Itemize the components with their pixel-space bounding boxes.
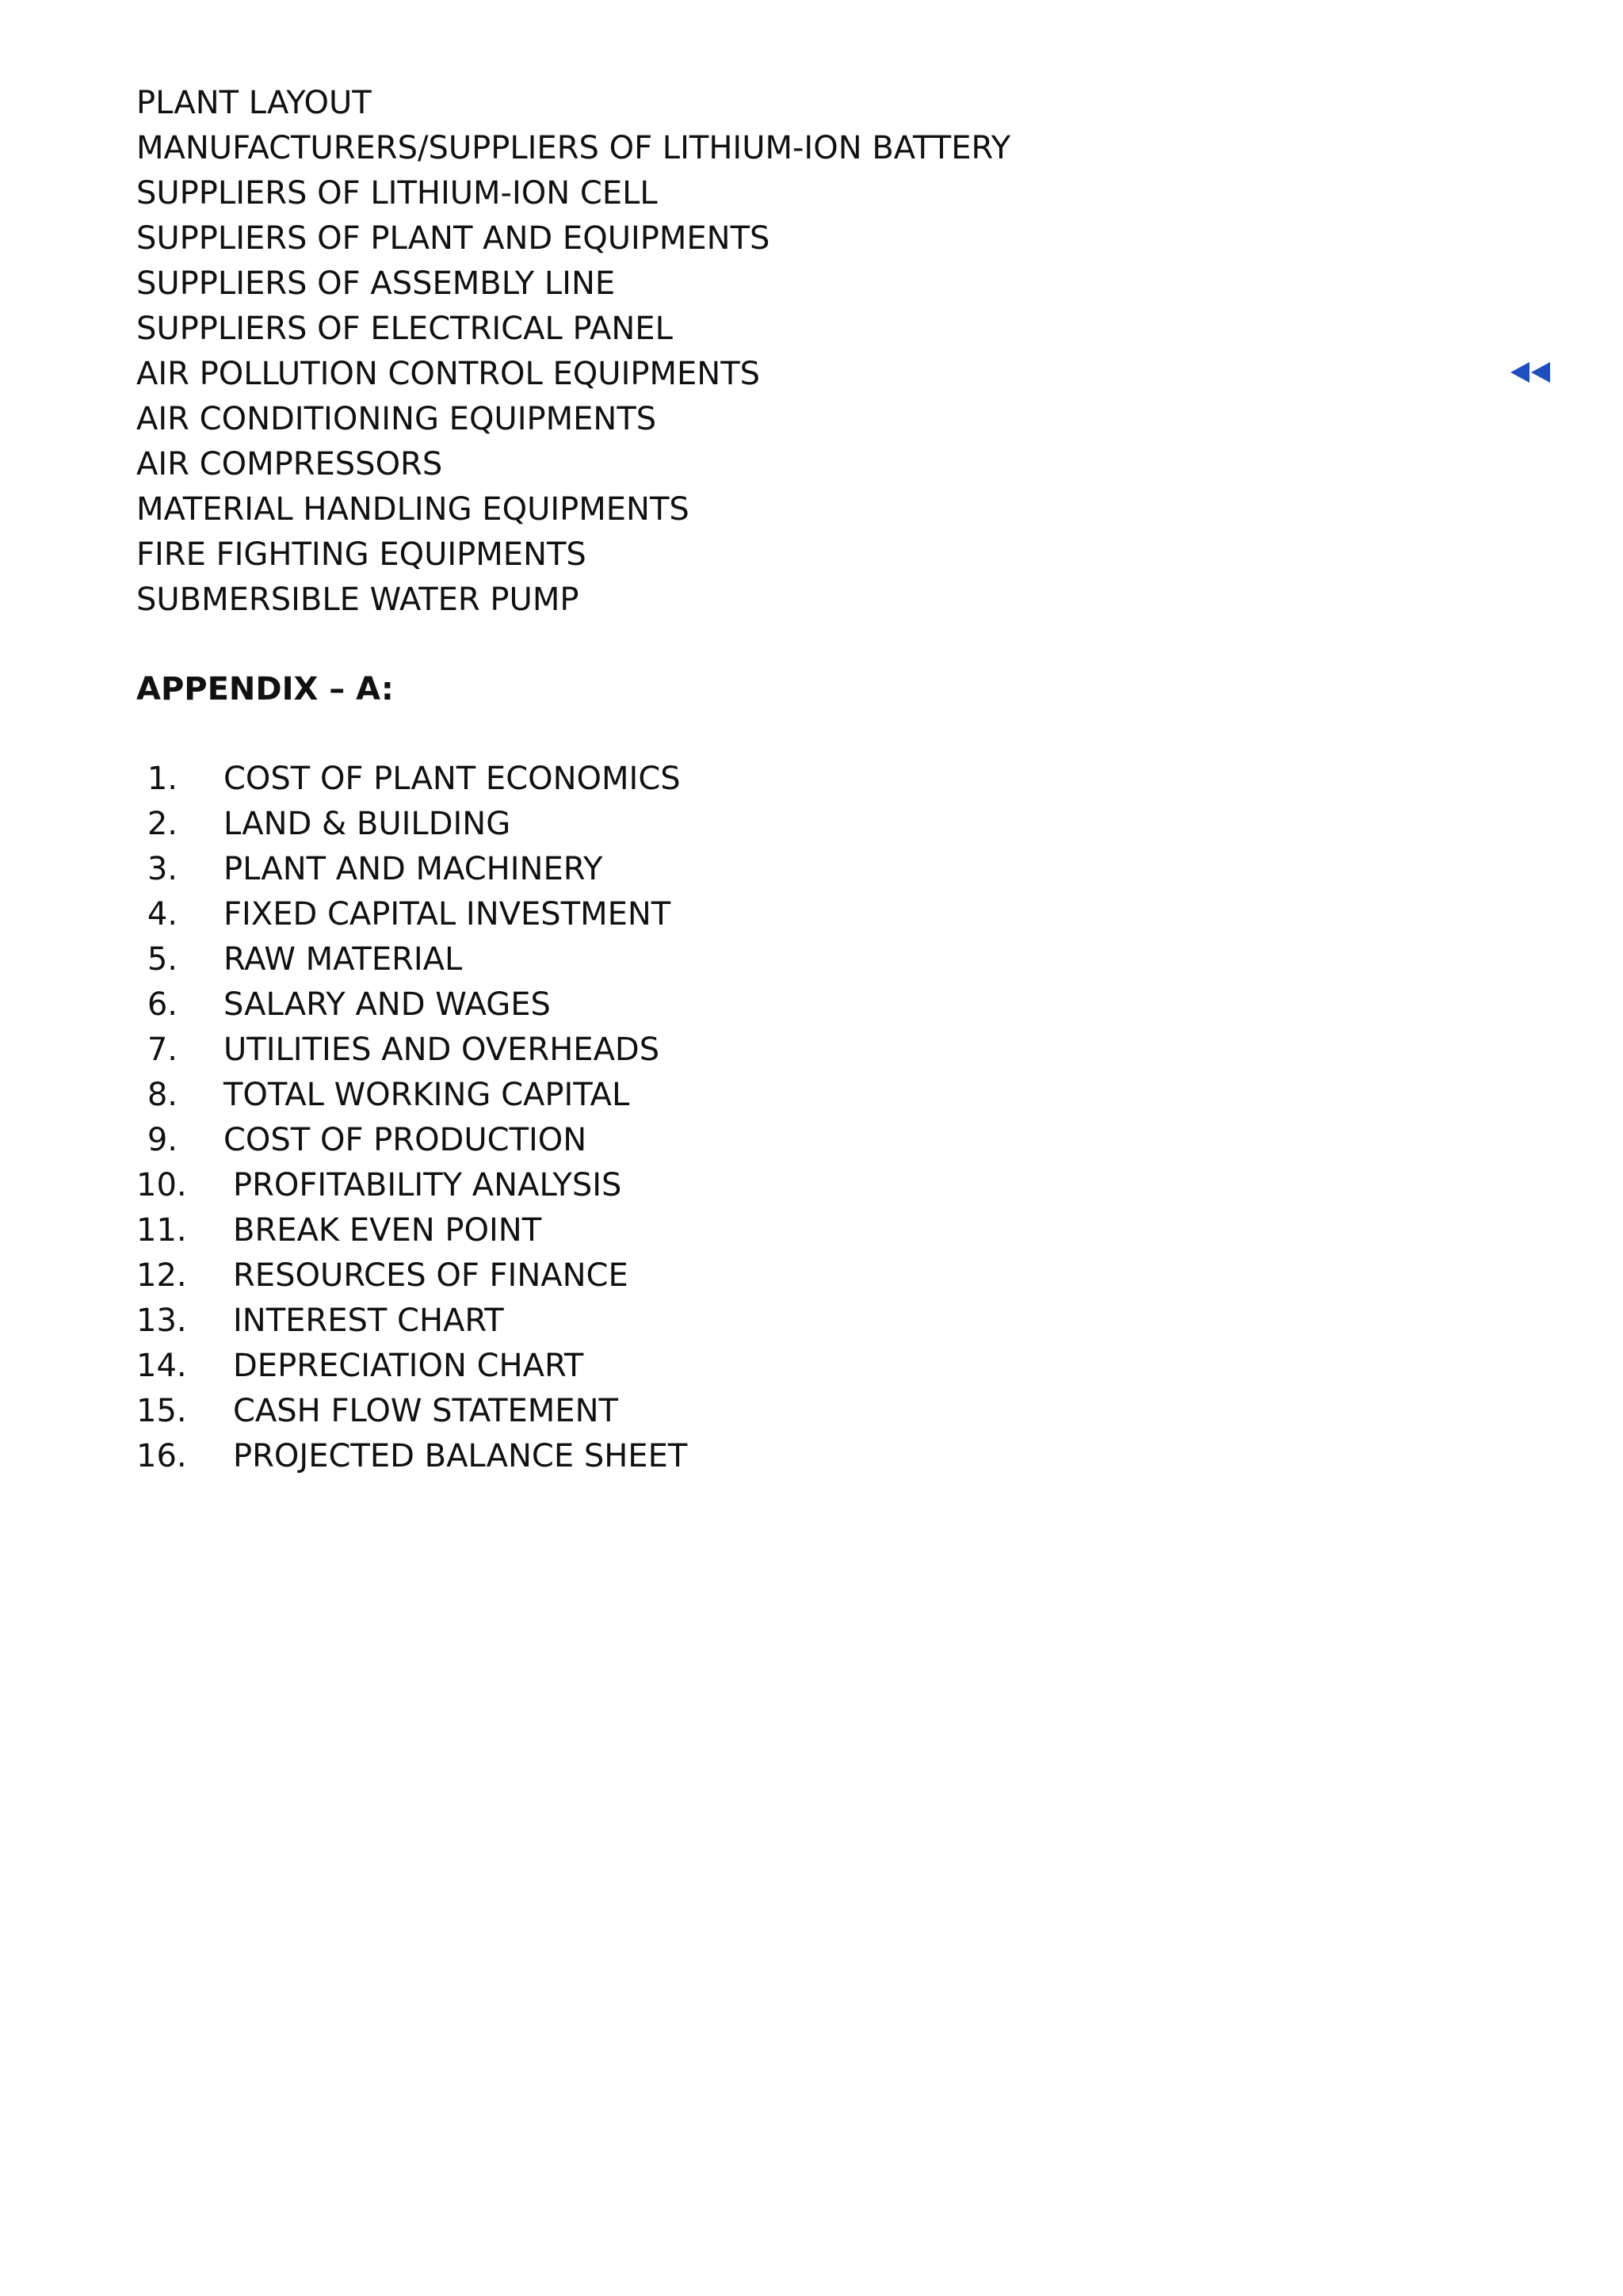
- contents-item: SUPPLIERS OF PLANT AND EQUIPMENTS: [136, 220, 770, 257]
- appendix-item-label: DEPRECIATION CHART: [233, 1348, 584, 1384]
- appendix-item: [136, 937, 463, 982]
- appendix-item-number: 15.: [136, 1393, 187, 1429]
- appendix-item-label: TOTAL WORKING CAPITAL: [223, 1077, 630, 1113]
- appendix-item-label: PLANT AND MACHINERY: [223, 851, 603, 887]
- appendix-item-number: 5.: [147, 941, 178, 978]
- contents-item: SUPPLIERS OF ASSEMBLY LINE: [136, 265, 616, 302]
- appendix-item-label: COST OF PRODUCTION: [223, 1122, 587, 1158]
- appendix-item-label: BREAK EVEN POINT: [233, 1212, 542, 1249]
- appendix-item-number: 16.: [136, 1438, 187, 1474]
- appendix-item: [136, 1073, 630, 1118]
- appendix-item-number: 3.: [147, 851, 178, 887]
- appendix-item-number: 10.: [136, 1167, 187, 1203]
- appendix-item: [136, 1344, 584, 1389]
- appendix-item-number: 6.: [147, 986, 178, 1023]
- contents-item: MATERIAL HANDLING EQUIPMENTS: [136, 491, 689, 528]
- appendix-item-label: PROFITABILITY ANALYSIS: [233, 1167, 622, 1203]
- contents-item: SUBMERSIBLE WATER PUMP: [136, 582, 579, 618]
- appendix-item: [136, 1253, 628, 1299]
- contents-item: PLANT LAYOUT: [136, 85, 372, 121]
- appendix-item-label: FIXED CAPITAL INVESTMENT: [223, 896, 671, 933]
- appendix-item-label: RAW MATERIAL: [223, 941, 463, 978]
- appendix-item-label: PROJECTED BALANCE SHEET: [233, 1438, 688, 1474]
- contents-list: [136, 81, 1010, 623]
- appendix-item-number: 2.: [147, 806, 178, 842]
- appendix-item: [136, 1389, 618, 1434]
- contents-item: MANUFACTURERS/SUPPLIERS OF LITHIUM-ION BATTERY: [136, 130, 1011, 166]
- appendix-item-label: CASH FLOW STATEMENT: [233, 1393, 618, 1429]
- appendix-item-label: COST OF PLANT ECONOMICS: [223, 761, 681, 797]
- appendix-list: [136, 757, 688, 1479]
- appendix-item: [136, 802, 511, 847]
- appendix-item: [136, 1208, 542, 1253]
- appendix-item-label: SALARY AND WAGES: [223, 986, 551, 1023]
- appendix-item: [136, 1434, 688, 1479]
- appendix-item-number: 14.: [136, 1348, 187, 1384]
- appendix-item-number: 9.: [147, 1122, 178, 1158]
- appendix-item: [136, 1118, 587, 1163]
- contents-item: SUPPLIERS OF ELECTRICAL PANEL: [136, 311, 673, 347]
- appendix-item-label: UTILITIES AND OVERHEADS: [223, 1032, 660, 1068]
- appendix-item-label: INTEREST CHART: [233, 1302, 504, 1339]
- appendix-item: [136, 757, 681, 802]
- appendix-item-number: 12.: [136, 1257, 187, 1294]
- appendix-item-number: 11.: [136, 1212, 187, 1249]
- appendix-item: [136, 982, 551, 1028]
- contents-item: FIRE FIGHTING EQUIPMENTS: [136, 536, 586, 573]
- contents-item: AIR CONDITIONING EQUIPMENTS: [136, 401, 657, 437]
- appendix-item: [136, 847, 603, 892]
- appendix-item-number: 8.: [147, 1077, 178, 1113]
- rewind-icon[interactable]: [1510, 360, 1552, 384]
- appendix-item-number: 4.: [147, 896, 178, 933]
- appendix-item-number: 1.: [147, 761, 178, 797]
- appendix-item-label: LAND & BUILDING: [223, 806, 511, 842]
- appendix-item: [136, 1028, 660, 1073]
- appendix-item: [136, 1163, 622, 1208]
- appendix-item: [136, 1299, 504, 1344]
- appendix-item-number: 7.: [147, 1032, 178, 1068]
- contents-item: AIR COMPRESSORS: [136, 446, 443, 482]
- appendix-item-number: 13.: [136, 1302, 187, 1339]
- appendix-item-label: RESOURCES OF FINANCE: [233, 1257, 628, 1294]
- appendix-item: [136, 892, 671, 937]
- appendix-title: APPENDIX – A:: [136, 671, 394, 707]
- contents-item: AIR POLLUTION CONTROL EQUIPMENTS: [136, 356, 761, 392]
- contents-item: SUPPLIERS OF LITHIUM-ION CELL: [136, 175, 658, 212]
